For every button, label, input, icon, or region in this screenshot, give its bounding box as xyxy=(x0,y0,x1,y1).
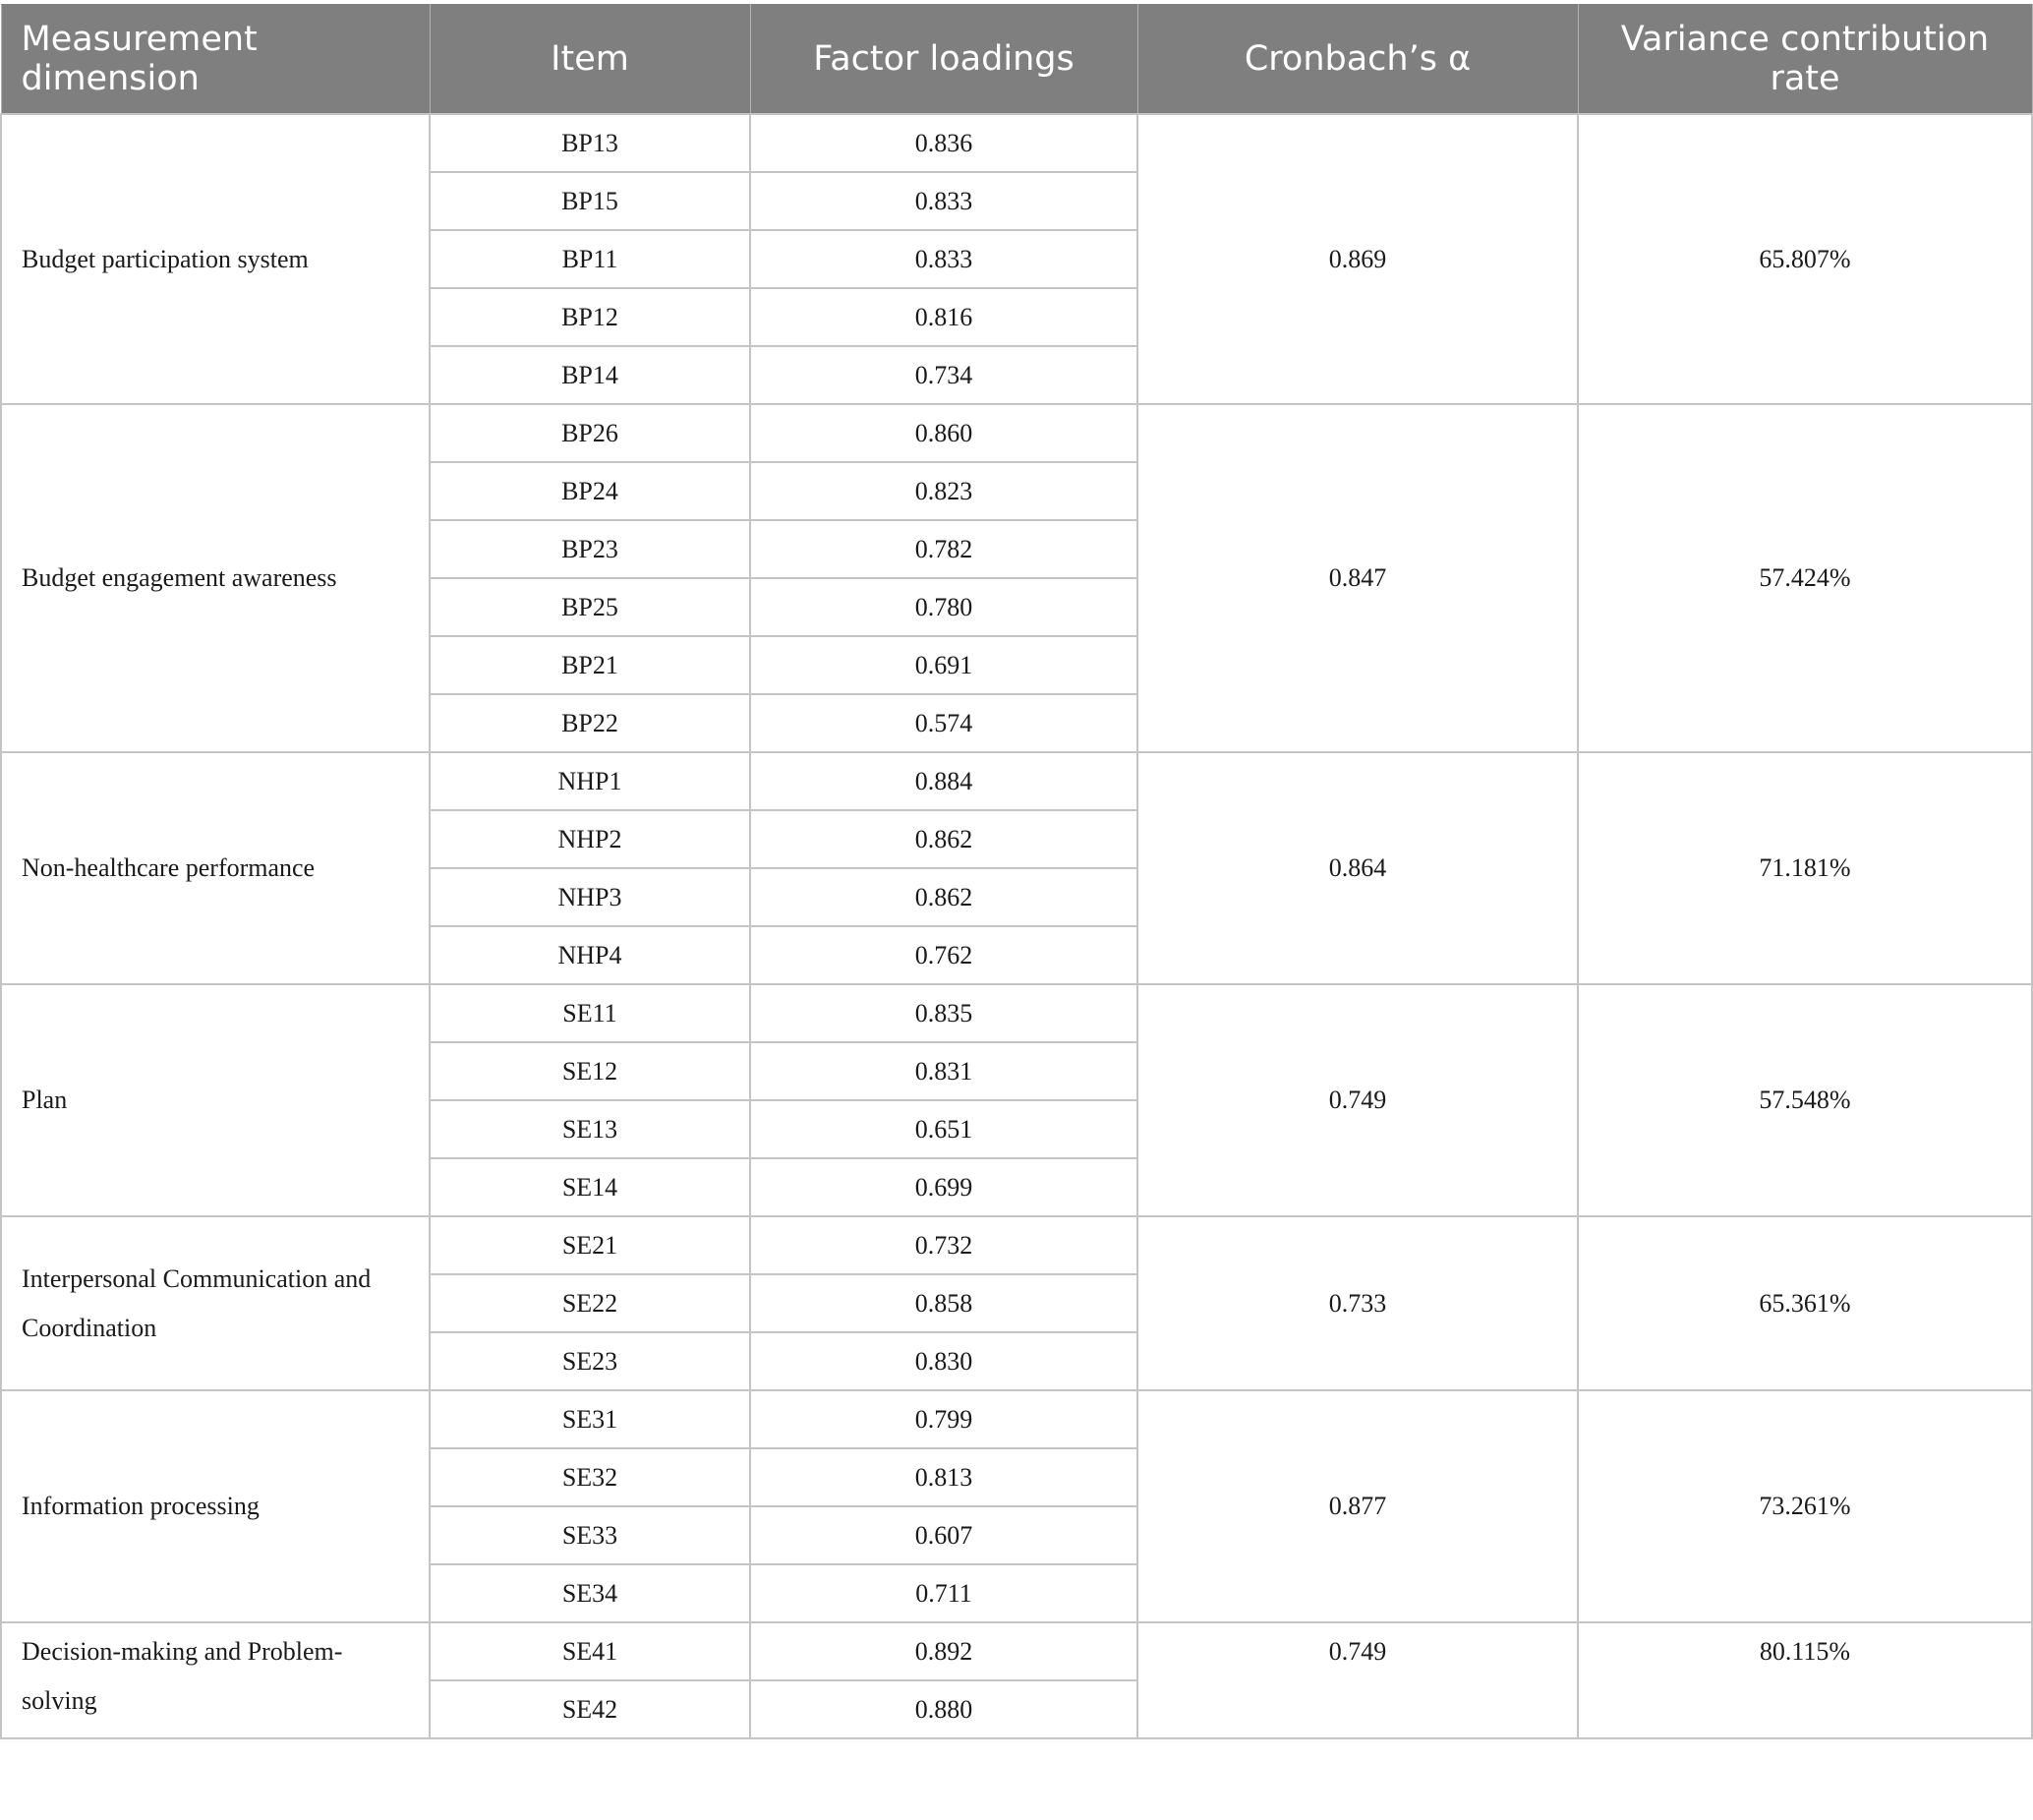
table-row xyxy=(1,1622,2032,1680)
table-row xyxy=(1,114,2032,172)
factor-loading-cell: 0.732 xyxy=(750,1216,1137,1274)
factor-loading-cell: 0.862 xyxy=(750,868,1137,926)
header-cronbach-alpha: Cronbach’s α xyxy=(1137,5,1578,115)
factor-loading-cell: 0.884 xyxy=(750,752,1137,810)
item-cell: BP21 xyxy=(430,636,750,694)
measurement-dimension-cell: Information processing xyxy=(1,1390,430,1622)
item-cell: SE22 xyxy=(430,1274,750,1332)
item-cell: SE41 xyxy=(430,1622,750,1680)
item-cell: NHP2 xyxy=(430,810,750,868)
cronbach-alpha-cell: 0.869 xyxy=(1137,114,1578,404)
factor-loading-cell: 0.830 xyxy=(750,1332,1137,1390)
factor-loading-cell: 0.880 xyxy=(750,1680,1137,1738)
factor-loading-cell: 0.862 xyxy=(750,810,1137,868)
item-cell: BP11 xyxy=(430,230,750,288)
item-cell: BP22 xyxy=(430,694,750,752)
item-cell: NHP1 xyxy=(430,752,750,810)
factor-loading-cell: 0.711 xyxy=(750,1564,1137,1622)
factor-loading-cell: 0.651 xyxy=(750,1100,1137,1158)
table-row xyxy=(1,1216,2032,1274)
measurement-dimension-cell: Interpersonal Communication and Coordination xyxy=(1,1216,430,1390)
factor-loading-cell: 0.699 xyxy=(750,1158,1137,1216)
item-cell: SE32 xyxy=(430,1448,750,1506)
header-item: Item xyxy=(430,5,750,115)
table-row xyxy=(1,984,2032,1042)
factor-loading-cell: 0.833 xyxy=(750,172,1137,230)
item-cell: BP23 xyxy=(430,520,750,578)
item-cell: SE31 xyxy=(430,1390,750,1448)
factor-loading-cell: 0.858 xyxy=(750,1274,1137,1332)
factor-loading-cell: 0.892 xyxy=(750,1622,1137,1680)
variance-contribution-cell: 71.181% xyxy=(1578,752,2032,984)
measurement-dimension-cell: Budget participation system xyxy=(1,114,430,404)
item-cell: BP25 xyxy=(430,578,750,636)
cronbach-alpha-cell: 0.733 xyxy=(1137,1216,1578,1390)
variance-contribution-cell: 65.807% xyxy=(1578,114,2032,404)
item-cell: NHP4 xyxy=(430,926,750,984)
item-cell: BP15 xyxy=(430,172,750,230)
factor-loading-cell: 0.835 xyxy=(750,984,1137,1042)
cronbach-alpha-cell: 0.847 xyxy=(1137,404,1578,752)
item-cell: SE23 xyxy=(430,1332,750,1390)
factor-loading-cell: 0.860 xyxy=(750,404,1137,462)
header-row xyxy=(1,5,2032,115)
factor-loading-cell: 0.831 xyxy=(750,1042,1137,1100)
item-cell: SE13 xyxy=(430,1100,750,1158)
item-cell: BP13 xyxy=(430,114,750,172)
measurement-dimension-cell: Budget engagement awareness xyxy=(1,404,430,752)
factor-loading-cell: 0.823 xyxy=(750,462,1137,520)
measurement-dimension-cell: Non-healthcare performance xyxy=(1,752,430,984)
measurement-dimension-cell: Plan xyxy=(1,984,430,1216)
variance-contribution-cell: 73.261% xyxy=(1578,1390,2032,1622)
item-cell: BP12 xyxy=(430,288,750,346)
header-factor-loadings: Factor loadings xyxy=(750,5,1137,115)
factor-loading-cell: 0.813 xyxy=(750,1448,1137,1506)
cronbach-alpha-cell: 0.749 xyxy=(1137,1622,1578,1738)
item-cell: SE11 xyxy=(430,984,750,1042)
item-cell: SE12 xyxy=(430,1042,750,1100)
table-header xyxy=(1,5,2032,115)
factor-loading-cell: 0.691 xyxy=(750,636,1137,694)
variance-contribution-cell: 80.115% xyxy=(1578,1622,2032,1738)
table-row xyxy=(1,752,2032,810)
factor-loading-cell: 0.799 xyxy=(750,1390,1137,1448)
factor-loading-cell: 0.762 xyxy=(750,926,1137,984)
factor-loading-cell: 0.782 xyxy=(750,520,1137,578)
factor-loading-cell: 0.833 xyxy=(750,230,1137,288)
cronbach-alpha-cell: 0.749 xyxy=(1137,984,1578,1216)
variance-contribution-cell: 65.361% xyxy=(1578,1216,2032,1390)
item-cell: BP14 xyxy=(430,346,750,404)
variance-contribution-cell: 57.548% xyxy=(1578,984,2032,1216)
item-cell: NHP3 xyxy=(430,868,750,926)
cronbach-alpha-cell: 0.864 xyxy=(1137,752,1578,984)
item-cell: SE34 xyxy=(430,1564,750,1622)
measurement-dimension-cell: Decision-making and Problem-solving xyxy=(1,1622,430,1738)
factor-analysis-table xyxy=(0,4,2033,1739)
factor-loading-cell: 0.836 xyxy=(750,114,1137,172)
factor-loading-cell: 0.574 xyxy=(750,694,1137,752)
item-cell: BP24 xyxy=(430,462,750,520)
factor-loading-cell: 0.734 xyxy=(750,346,1137,404)
header-measurement-dimension: Measurement dimension xyxy=(1,5,430,115)
item-cell: SE42 xyxy=(430,1680,750,1738)
header-variance-contribution-rate: Variance contribution rate xyxy=(1578,5,2032,115)
item-cell: SE33 xyxy=(430,1506,750,1564)
variance-contribution-cell: 57.424% xyxy=(1578,404,2032,752)
item-cell: BP26 xyxy=(430,404,750,462)
item-cell: SE21 xyxy=(430,1216,750,1274)
factor-loading-cell: 0.780 xyxy=(750,578,1137,636)
factor-loading-cell: 0.816 xyxy=(750,288,1137,346)
factor-loading-cell: 0.607 xyxy=(750,1506,1137,1564)
table-row xyxy=(1,1390,2032,1448)
cronbach-alpha-cell: 0.877 xyxy=(1137,1390,1578,1622)
table-body xyxy=(1,114,2032,1738)
item-cell: SE14 xyxy=(430,1158,750,1216)
table-row xyxy=(1,404,2032,462)
